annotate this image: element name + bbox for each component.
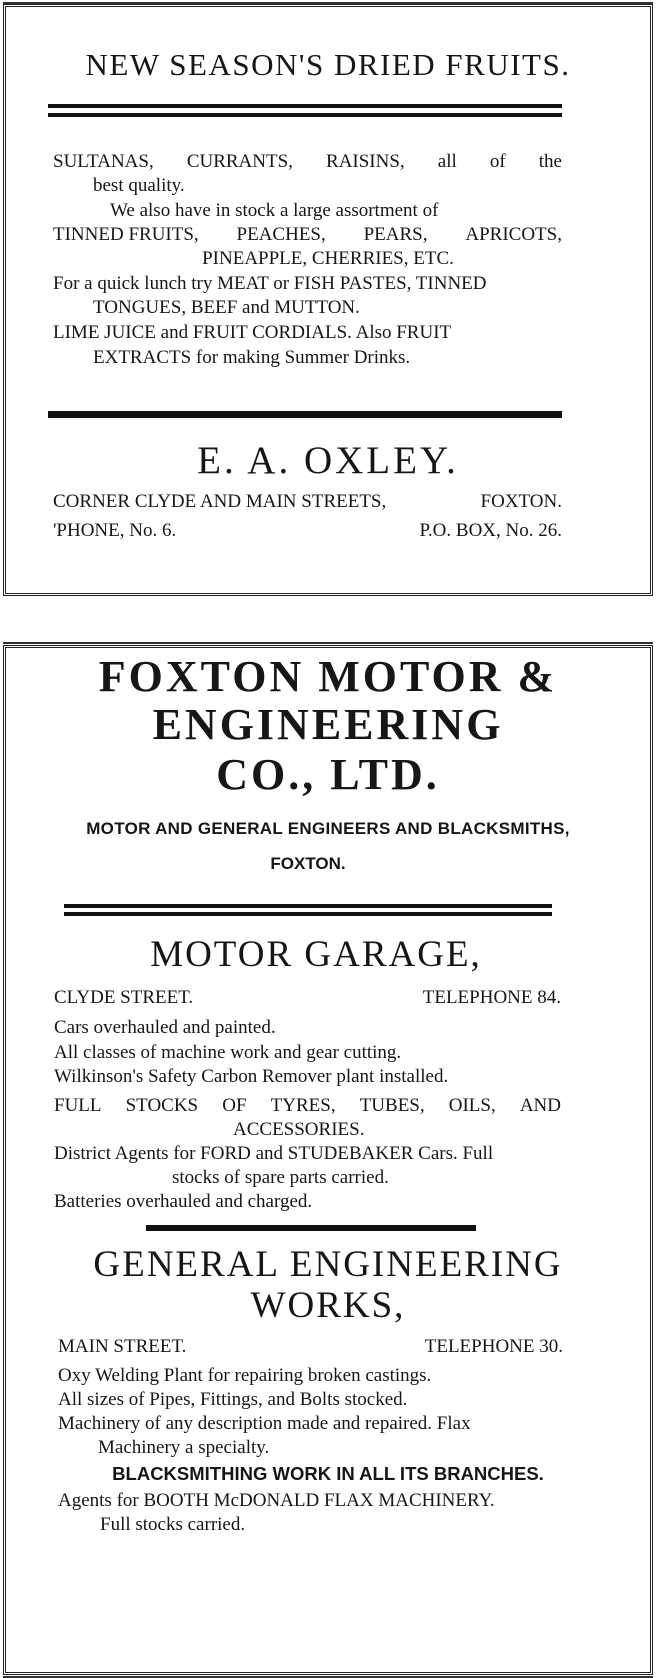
merchant-name: E. A. OXLEY. (197, 439, 459, 482)
double-rule-bottom (64, 912, 552, 916)
garage-batteries: Batteries overhauled and charged. (54, 1191, 313, 1212)
headline: NEW SEASON'S DRIED FRUITS. (85, 47, 571, 82)
garage-service-1: Cars overhauled and painted. (54, 1017, 276, 1038)
company-town: FOXTON. (270, 854, 346, 873)
body-line-5: PINEAPPLE, CHERRIES, ETC. (202, 248, 454, 269)
company-name-line-2: ENGINEERING (152, 700, 504, 749)
company-name-line-1: FOXTON MOTOR & (98, 652, 558, 701)
garage-agents: District Agents for FORD and STUDEBAKER Cars. Full (54, 1143, 494, 1164)
works-agents: Agents for BOOTH McDONALD FLAX MACHINERY. (58, 1490, 495, 1511)
body-line-2: best quality. (93, 175, 185, 196)
body-line-7: TONGUES, BEEF and MUTTON. (93, 297, 360, 318)
double-rule-top (48, 104, 562, 108)
works-street: MAIN STREET. (58, 1336, 187, 1357)
garage-service-3: Wilkinson's Safety Carbon Remover plant installed. (54, 1066, 449, 1087)
body-line-8: LIME JUICE and FRUIT CORDIALS. Also FRUIT (53, 322, 452, 343)
body-line-1: SULTANAS, CURRANTS, RAISINS, all of the (53, 151, 562, 172)
garage-stocks-line: FULL STOCKS OF TYRES, TUBES, OILS, AND (54, 1095, 561, 1116)
works-service-1: Oxy Welding Plant for repairing broken castings. (58, 1365, 432, 1386)
oxley-advertisement (3, 4, 653, 596)
address-line (53, 491, 562, 513)
contact-line (53, 520, 562, 542)
double-rule-top (64, 904, 552, 908)
company-subtitle: MOTOR AND GENERAL ENGINEERS AND BLACKSMITHS, (86, 819, 570, 838)
street-address: CORNER CLYDE AND MAIN STREETS, (53, 491, 387, 512)
garage-street: CLYDE STREET. (54, 987, 194, 1008)
foxton-motor-advertisement (3, 645, 653, 1675)
garage-heading: MOTOR GARAGE, (150, 934, 482, 975)
po-box: P.O. BOX, No. 26. (419, 520, 562, 541)
body-line-4: TINNED FRUITS, PEACHES, PEARS, APRICOTS, (53, 224, 562, 245)
works-address-line (58, 1336, 563, 1358)
garage-stocks-cont: ACCESSORIES. (233, 1119, 365, 1140)
works-service-3: Machinery of any description made and repaired. Flax (58, 1413, 471, 1434)
blacksmithing-banner: BLACKSMITHING WORK IN ALL ITS BRANCHES. (112, 1463, 544, 1484)
body-line-6: For a quick lunch try MEAT or FISH PASTES, TINNED (53, 273, 487, 294)
town: FOXTON. (480, 491, 562, 512)
phone-number: 'PHONE, No. 6. (53, 520, 177, 541)
garage-agents-cont: stocks of spare parts carried. (172, 1167, 389, 1188)
garage-phone: TELEPHONE 84. (422, 987, 561, 1008)
heavy-rule (48, 411, 562, 418)
works-heading-line-2: WORKS, (250, 1285, 406, 1326)
garage-address-line (54, 987, 561, 1009)
section-divider (146, 1225, 476, 1231)
works-agents-cont: Full stocks carried. (100, 1514, 246, 1535)
double-rule-bottom (48, 113, 562, 117)
company-name-line-3: CO., LTD. (216, 750, 440, 799)
works-heading-line-1: GENERAL ENGINEERING (93, 1244, 563, 1285)
body-line-3: We also have in stock a large assortment of (110, 200, 439, 221)
garage-service-2: All classes of machine work and gear cutting. (54, 1042, 402, 1063)
works-phone: TELEPHONE 30. (424, 1336, 563, 1357)
works-service-2: All sizes of Pipes, Fittings, and Bolts stocked. (58, 1389, 408, 1410)
works-service-4: Machinery a specialty. (98, 1437, 270, 1458)
body-line-9: EXTRACTS for making Summer Drinks. (93, 347, 411, 368)
